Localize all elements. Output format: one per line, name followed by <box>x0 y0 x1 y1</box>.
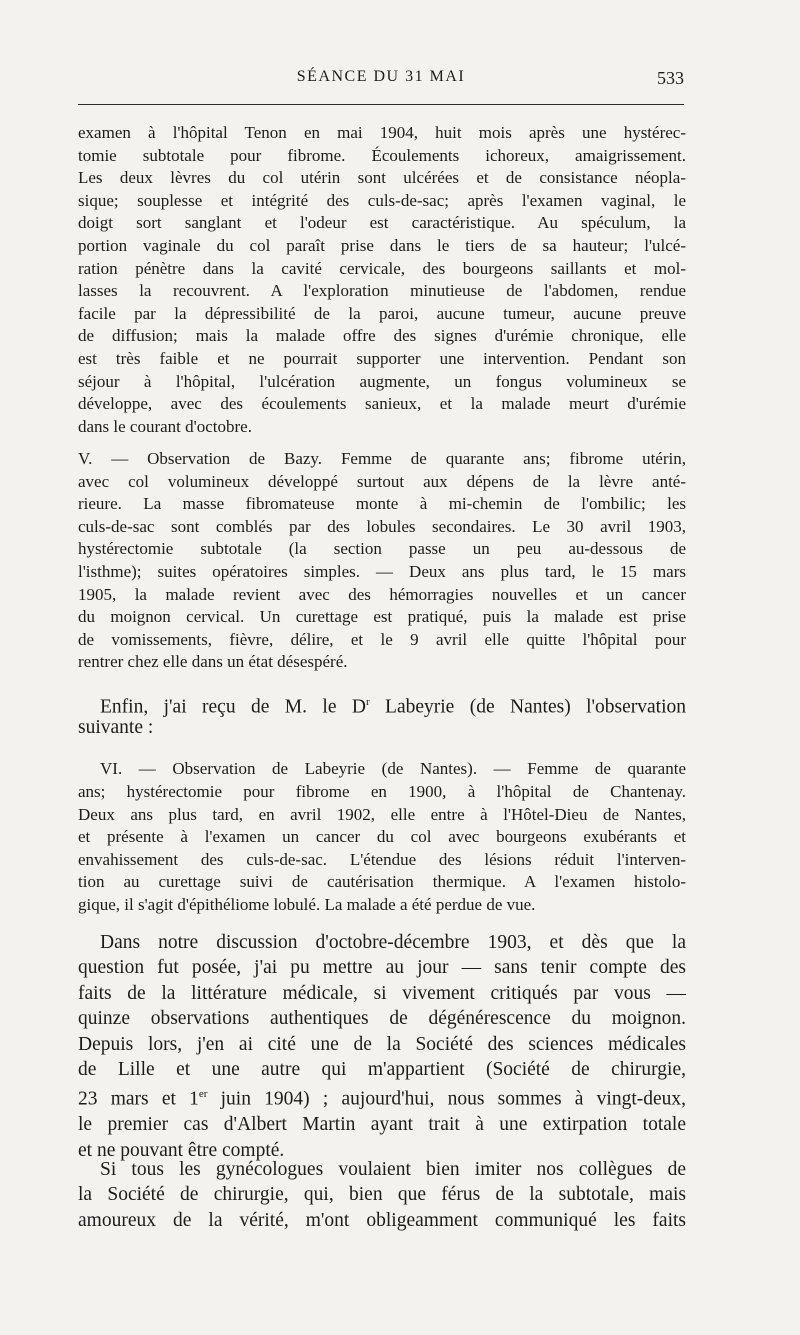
page-number: 533 <box>657 68 684 88</box>
text-line: ans; hystérectomie pour fibrome en 1900, à l'hôpital de Chantenay. <box>78 782 686 801</box>
page-header <box>78 66 684 96</box>
closing-paragraph <box>78 1182 686 1233</box>
text-line: Dans notre discussion d'octobre-décembre 1903, et dès que la <box>100 932 686 953</box>
text-line: séjour à l'hôpital, l'ulcération augmente, un fongus volumineux se <box>78 371 686 391</box>
observation-6 <box>78 781 686 917</box>
text-line: de vomissements, fièvre, délire, et le 9 avril elle quitte l'hôpital pour <box>78 629 686 649</box>
intro-text: Enfin, j'ai reçu de M. le D <box>100 696 366 718</box>
text-line: de diffusion; mais la malade offre des signes d'urémie chronique, elle <box>78 326 686 346</box>
discussion-text: 23 mars et 1 <box>78 1088 199 1110</box>
text-line: portion vaginale du col paraît prise dans le tiers de sa hauteur; l'ulcé- <box>78 235 686 255</box>
text-line: avec col volumineux développé surtout aux dépens de la lèvre anté- <box>78 471 686 491</box>
text-line: question fut posée, j'ai pu mettre au jour — sans tenir compte des <box>78 957 686 979</box>
text-line: rentrer chez elle dans un état désespéré. <box>78 652 348 672</box>
text-line: culs-de-sac sont comblés par des lobules secondaires. Le 30 avril 1903, <box>78 516 686 536</box>
text-line: Les deux lèvres du col utérin sont ulcérées et de consistance néopla- <box>78 168 686 188</box>
running-title: SÉANCE DU 31 MAI <box>296 68 466 85</box>
text-line: envahissement des culs-de-sac. L'étendue des lésions réduit l'interven- <box>78 849 686 869</box>
text-line: suivante : <box>78 717 154 738</box>
text-line: l'isthme); suites opératoires simples. — Deux ans plus tard, le 15 mars <box>78 561 686 581</box>
text-line: faits de la littérature médicale, si vivement critiqués par vous — <box>78 982 686 1004</box>
text-line: le premier cas d'Albert Martin ayant trait à une extirpation totale <box>78 1114 686 1136</box>
intro-text: Labeyrie (de Nantes) l'observation <box>369 696 686 718</box>
observation-6-first-line <box>100 758 686 781</box>
text-line: VI. — Observation de Labeyrie (de Nantes). — Femme de quarante <box>100 759 686 778</box>
text-line: développe, avec des écoulements sanieux, et la malade meurt d'urémie <box>78 394 686 414</box>
text-line: de Lille et une autre qui m'appartient (Société de chirurgie, <box>78 1059 686 1081</box>
text-line: tomie subtotale pour fibrome. Écoulements ichoreux, amaigrissement. <box>78 145 686 165</box>
text-line: rieure. La masse fibromateuse monte à mi-chemin de l'ombilic; les <box>78 494 686 514</box>
text-line: 1905, la malade revient avec des hémorragies nouvelles et un cancer <box>78 584 686 604</box>
header-rule <box>78 104 684 105</box>
text-line: ration pénètre dans la cavité cervicale, des bourgeons saillants et mol- <box>78 258 686 278</box>
text-line: Deux ans plus tard, en avril 1902, elle entre à l'Hôtel-Dieu de Nantes, <box>78 804 686 824</box>
closing-first-line <box>100 1157 686 1182</box>
text-line: doigt sort sanglant et l'odeur est caractéristique. Au spéculum, la <box>78 213 686 233</box>
text-line: est très faible et ne pourrait supporter une intervention. Pendant son <box>78 348 686 368</box>
text-line: lasses la recouvrent. A l'exploration minutieuse de l'abdomen, rendue <box>78 281 686 301</box>
text-line: du moignon cervical. Un curettage est pratiqué, puis la malade est prise <box>78 607 686 627</box>
discussion-text: juin 1904) ; aujourd'hui, nous sommes à vingt-deux, <box>207 1088 687 1110</box>
observation-6-intro-end <box>78 715 686 740</box>
text-line: sique; souplesse et intégrité des culs-de-sac; après l'examen vaginal, le <box>78 190 686 210</box>
text-line: Si tous les gynécologues voulaient bien imiter nos collègues de <box>100 1159 686 1180</box>
text-line: et présente à l'examen un cancer du col avec bourgeons exubérants et <box>78 827 686 847</box>
text-line: la Société de chirurgie, qui, bien que férus de la subtotale, mais <box>78 1184 686 1206</box>
observation-4-continued <box>78 122 686 438</box>
discussion-first-line <box>100 930 686 955</box>
text-line: tion au curettage suivi de cautérisation thermique. A l'examen histolo- <box>78 872 686 892</box>
observation-5 <box>78 448 686 674</box>
text-line: V. — Observation de Bazy. Femme de quarante ans; fibrome utérin, <box>78 449 686 468</box>
text-line: quinze observations authentiques de dégénérescence du moignon. <box>78 1008 686 1030</box>
text-line: et ne pouvant être compté. <box>78 1139 285 1161</box>
text-line: examen à l'hôpital Tenon en mai 1904, huit mois après une hystérec- <box>78 123 686 142</box>
discussion-paragraph <box>78 955 686 1163</box>
text-line: dans le courant d'octobre. <box>78 416 252 436</box>
text-line <box>78 1082 686 1112</box>
superscript: r <box>365 696 370 708</box>
text-line: Depuis lors, j'en ai cité une de la Société des sciences médicales <box>78 1033 686 1055</box>
text-line: facile par la dépressibilité de la paroi, aucune tumeur, aucune preuve <box>78 303 686 323</box>
text-line: hystérectomie subtotale (la section passe un peu au-dessous de <box>78 539 686 559</box>
text-line: amoureux de la vérité, m'ont obligeamment communiqué les faits <box>78 1209 686 1231</box>
superscript: er <box>198 1088 208 1101</box>
text-line: gique, il s'agit d'épithéliome lobulé. La malade a été perdue de vue. <box>78 894 536 914</box>
